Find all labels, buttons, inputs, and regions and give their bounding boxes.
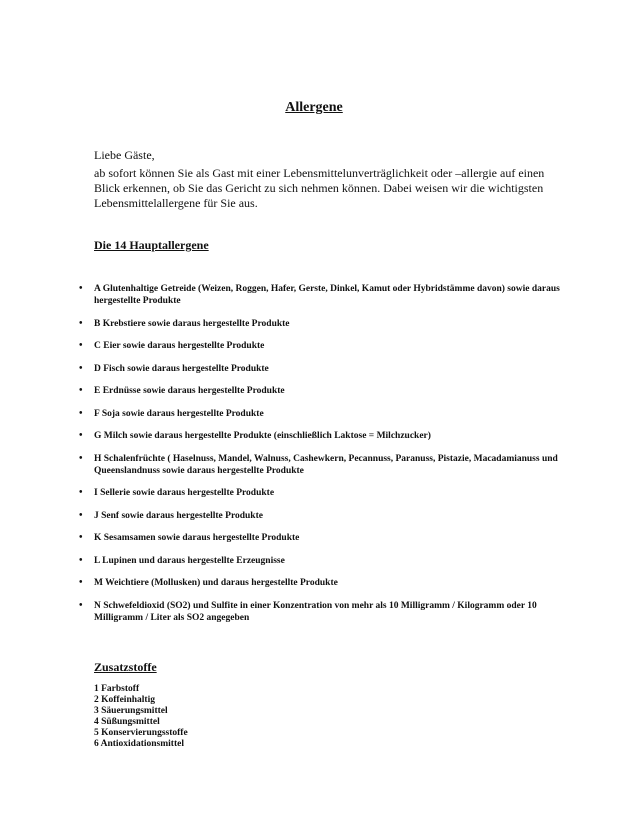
list-item: • N Schwefeldioxid (SO2) und Sulfite in einer Konzentration von mehr als 10 Milligramm / Kilogramm oder 10 Milligramm / Liter als SO2 angegeben — [94, 600, 574, 624]
list-item: 3 Säuerungsmittel — [94, 706, 168, 716]
allergen-heading: Die 14 Hauptallergene — [94, 238, 209, 252]
list-item: • C Eier sowie daraus hergestellte Produkte — [94, 340, 574, 352]
list-item: • D Fisch sowie daraus hergestellte Produkte — [94, 363, 574, 375]
list-item: • E Erdnüsse sowie daraus hergestellte Produkte — [94, 385, 574, 397]
list-item: 5 Konservierungsstoffe — [94, 728, 188, 738]
list-item: 6 Antioxidationsmittel — [94, 739, 184, 749]
additives-heading: Zusatzstoffe — [94, 660, 157, 674]
list-item: • G Milch sowie daraus hergestellte Produkte (einschließlich Laktose = Milchzucker) — [94, 430, 574, 442]
intro-paragraph: ab sofort können Sie als Gast mit einer Lebensmittelunverträglichkeit oder –allergie auf einen Blick erkennen, ob Sie das Gericht zu sich nehmen können. Dabei weisen wir die wichtigsten Lebensmittelallergene für Sie aus. — [94, 166, 545, 210]
list-item: • J Senf sowie daraus hergestellte Produkte — [94, 510, 574, 522]
list-item: 1 Farbstoff — [94, 684, 140, 694]
list-item: 4 Süßungsmittel — [94, 717, 160, 727]
additives-list — [94, 684, 188, 750]
list-item: • I Sellerie sowie daraus hergestellte Produkte — [94, 487, 574, 499]
list-item: • A Glutenhaltige Getreide (Weizen, Roggen, Hafer, Gerste, Dinkel, Kamut oder Hybridstämme davon) sowie daraus hergestellte Produkte — [94, 283, 574, 307]
list-item: • H Schalenfrüchte ( Haselnuss, Mandel, Walnuss, Cashewkern, Pecannuss, Paranuss, Pistazie, Macadamianuss und Queenslandnuss sowie daraus hergestellte Produkte — [94, 453, 574, 477]
list-item: 2 Koffeinhaltig — [94, 695, 155, 705]
list-item: • F Soja sowie daraus hergestellte Produkte — [94, 408, 574, 420]
page-title: Allergene — [285, 100, 343, 115]
list-item: • M Weichtiere (Mollusken) und daraus hergestellte Produkte — [94, 577, 574, 589]
list-item: • L Lupinen und daraus hergestellte Erzeugnisse — [94, 555, 574, 567]
allergen-list — [94, 283, 574, 634]
salutation: Liebe Gäste, — [94, 148, 155, 162]
list-item: • K Sesamsamen sowie daraus hergestellte Produkte — [94, 532, 574, 544]
list-item: • B Krebstiere sowie daraus hergestellte Produkte — [94, 318, 574, 330]
